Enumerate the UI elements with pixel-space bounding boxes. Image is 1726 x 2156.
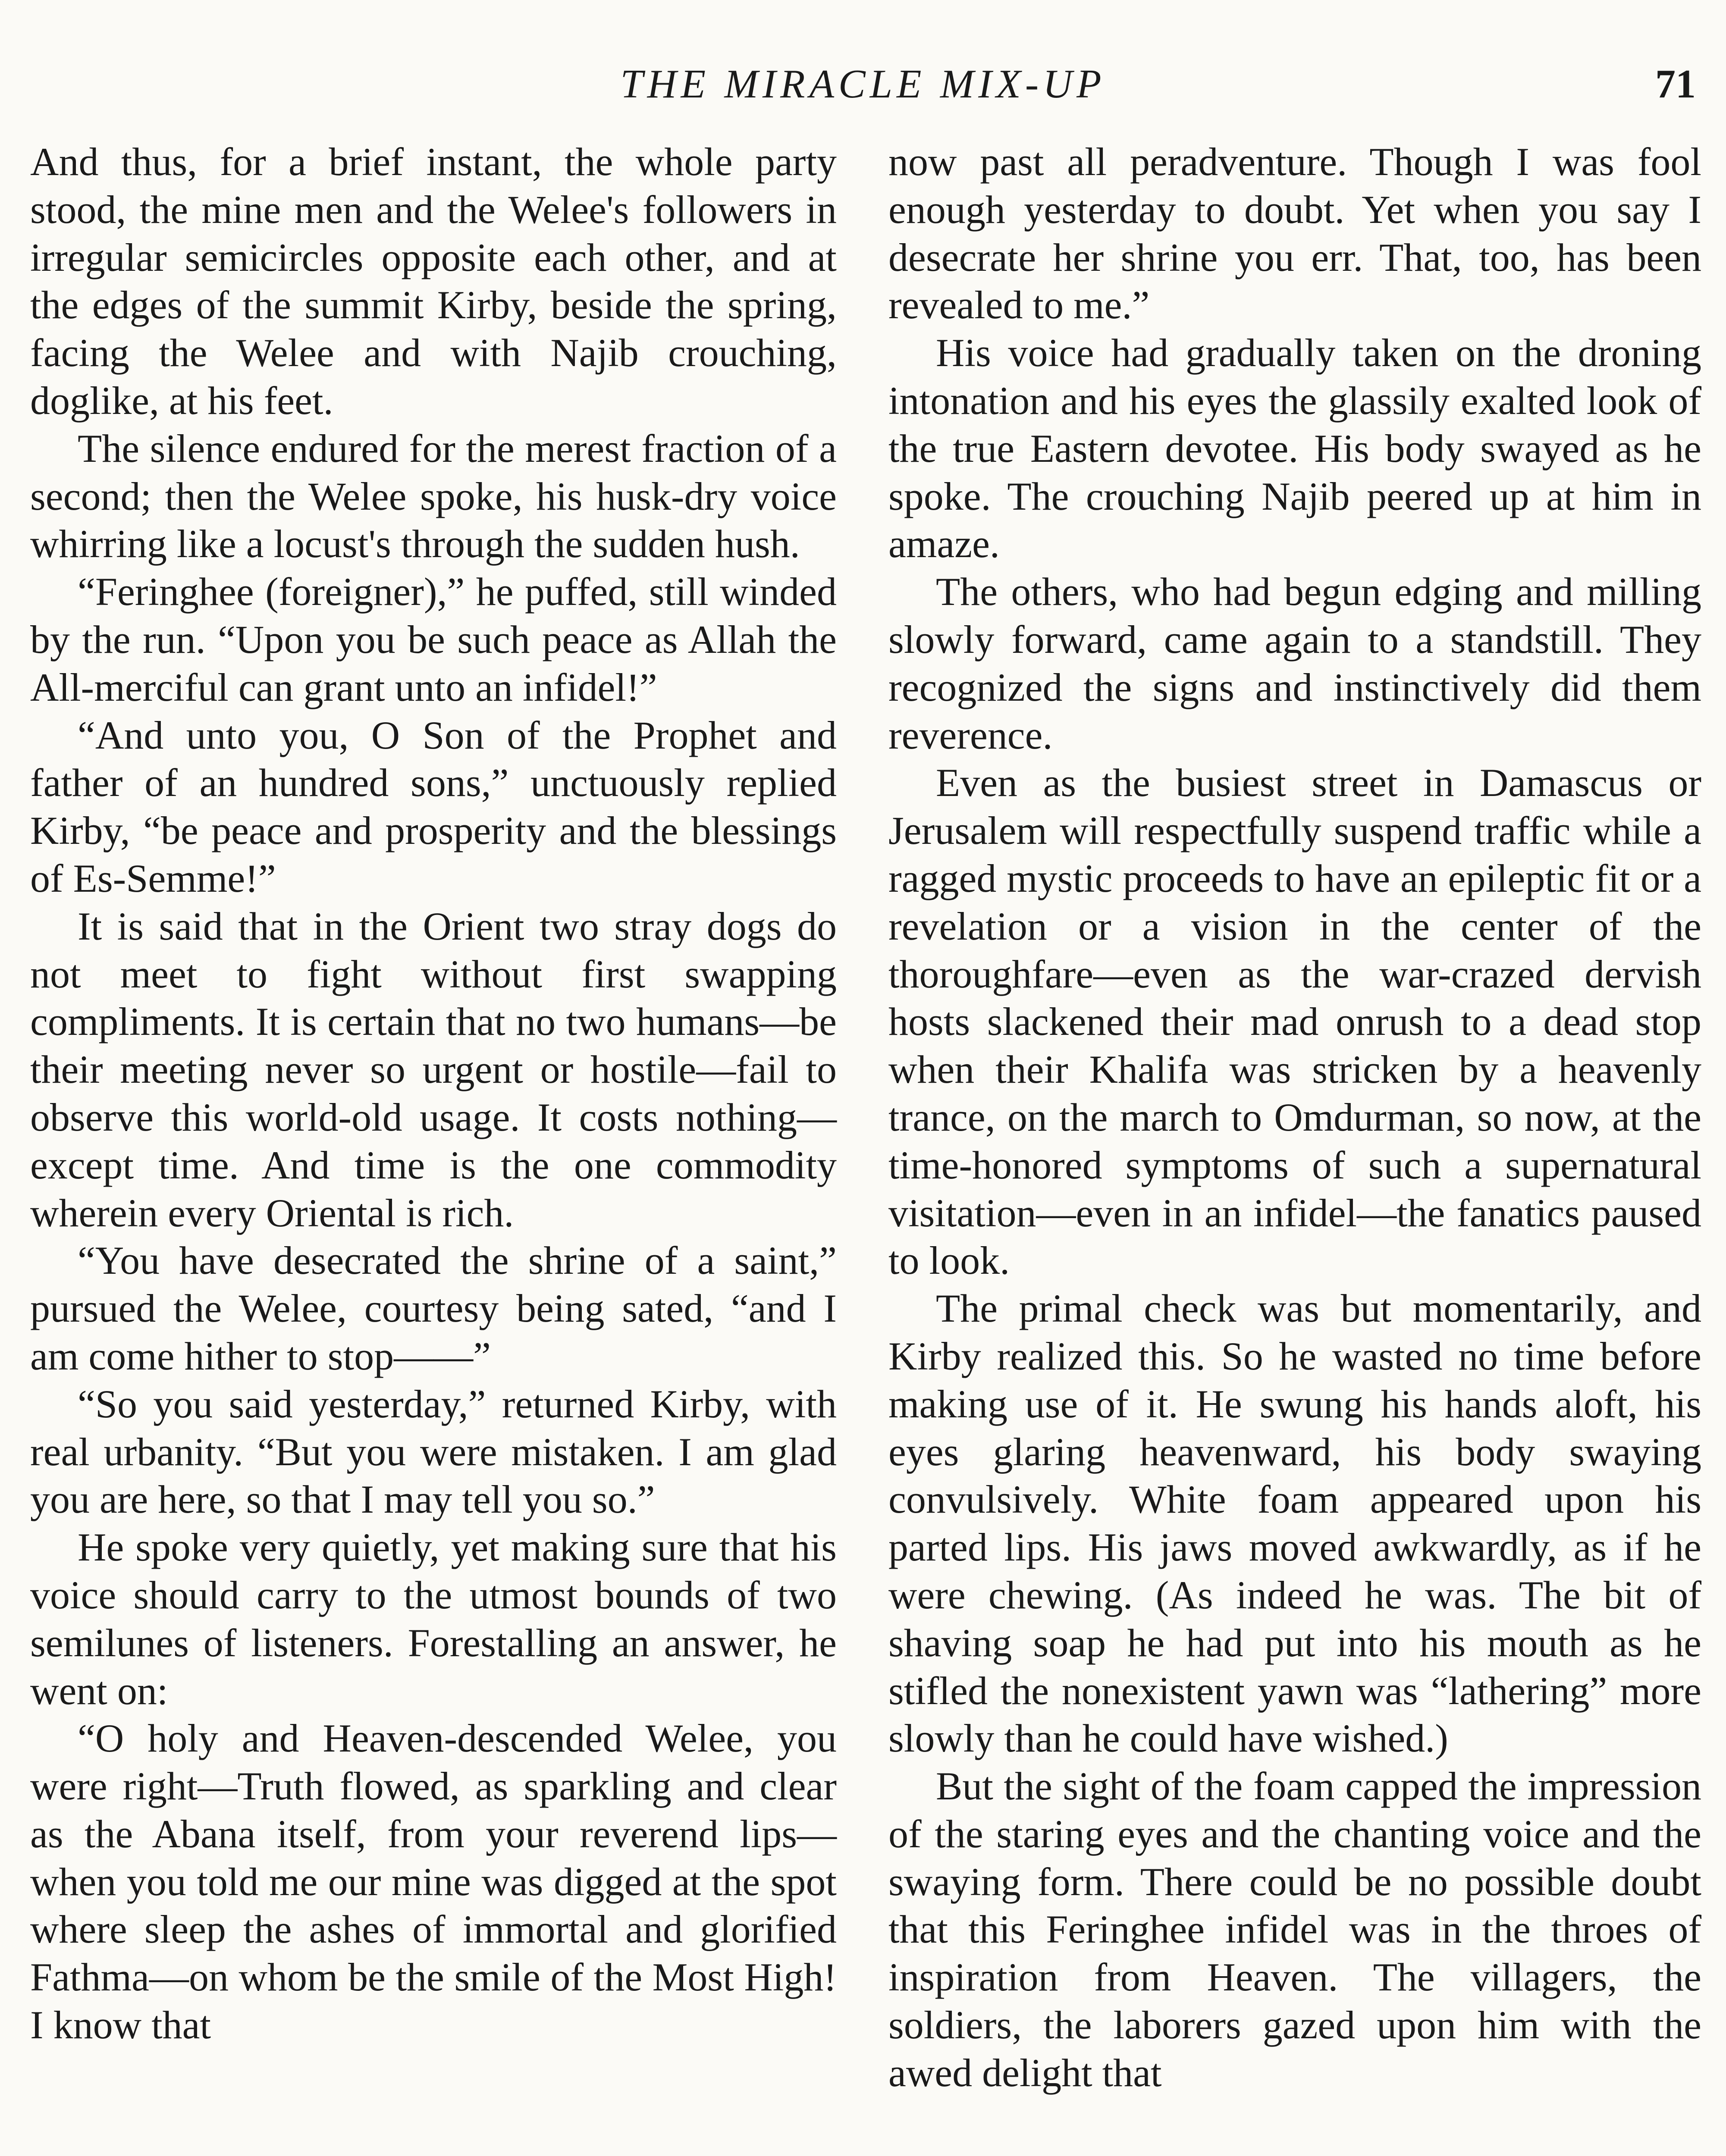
page-number: 71 xyxy=(1655,62,1696,107)
paragraph: “O holy and Heaven-descended Welee, you were right—Truth flowed, as sparkling and clear as the Abana itself, from your reverend lips—when you told me our mine was digged at the spot where sleep the ashes of immortal and glorified Fathma—on whom be the smile of the Most High! I know that xyxy=(30,1716,837,2047)
paragraph: “You have desecrated the shrine of a saint,” pursued the Welee, courtesy being sated, “and I am come hither to stop——” xyxy=(30,1238,837,1378)
paragraph: The others, who had begun edging and milling slowly forward, came again to a standstill. They recognized the signs and instinctively did them reverence. xyxy=(888,570,1701,757)
paragraph: And thus, for a brief instant, the whole party stood, the mine men and the Welee's followers in irregular semicircles opposite each other, and at the edges of the summit Kirby, beside the spring, facing the Welee and with Najib crouching, doglike, at his feet. xyxy=(30,140,837,423)
paragraph: Even as the busiest street in Damascus or Jerusalem will respectfully suspend traffic while a ragged mystic proceeds to have an epileptic fit or a revelation or a vision in the center of the thoroughfare—even as the war-crazed dervish hosts slackened their mad onrush to a dead stop when their Khalifa was stricken by a heavenly trance, on the march to Omdurman, so now, at the time-honored symptoms of such a supernatural visitation—even in an infidel—the fanatics paused to look. xyxy=(888,761,1701,1283)
paragraph: now past all peradventure. Though I was fool enough yesterday to doubt. Yet when you say I desecrate her shrine you err. That, too, has been revealed to me.” xyxy=(888,140,1701,327)
paragraph: “And unto you, O Son of the Prophet and father of an hundred sons,” unctuously replied Kirby, “be peace and prosperity and the blessings of Es-Semme!” xyxy=(30,713,837,900)
paragraph: The primal check was but momentarily, and Kirby realized this. So he wasted no time before making use of it. He swung his hands aloft, his eyes glaring heavenward, his body swaying convulsively. White foam appeared upon his parted lips. His jaws moved awkwardly, as if he were chewing. (As indeed he was. The bit of shaving soap he had put into his mouth as he stifled the nonexistent yawn was “lathering” more slowly than he could have wished.) xyxy=(888,1286,1701,1761)
paragraph: “Feringhee (foreigner),” he puffed, still winded by the run. “Upon you be such peace as Allah the All-merciful can grant unto an infidel!” xyxy=(30,570,837,709)
paragraph: He spoke very quietly, yet making sure that his voice should carry to the utmost bounds of two semilunes of listeners. Forestalling an answer, he went on: xyxy=(30,1525,837,1713)
paragraph: “So you said yesterday,” returned Kirby, with real urbanity. “But you were mistaken. I am glad you are here, so that I may tell you so.” xyxy=(30,1382,837,1522)
paragraph: His voice had gradually taken on the droning intonation and his eyes the glassily exalted look of the true Eastern devotee. His body swayed as he spoke. The crouching Najib peered up at him in amaze. xyxy=(888,331,1701,566)
paragraph: It is said that in the Orient two stray dogs do not meet to fight without first swapping compliments. It is certain that no two humans—be their meeting never so urgent or hostile—fail to observe this world-old usage. It costs nothing—except time. And time is the one commodity wherein every Oriental is rich. xyxy=(30,904,837,1235)
paragraph: The silence endured for the merest fraction of a second; then the Welee spoke, his husk-dry voice whirring like a locust's through the sudden hush. xyxy=(30,426,837,566)
right-column xyxy=(888,138,1701,2097)
paragraph: But the sight of the foam capped the impression of the staring eyes and the chanting voice and the swaying form. There could be no possible doubt that this Feringhee infidel was in the throes of inspiration from Heaven. The villagers, the soldiers, the laborers gazed upon him with the awed delight that xyxy=(888,1764,1701,2095)
running-title: THE MIRACLE MIX-UP xyxy=(620,62,1106,107)
page-header xyxy=(0,52,1726,116)
left-column xyxy=(30,138,837,2049)
